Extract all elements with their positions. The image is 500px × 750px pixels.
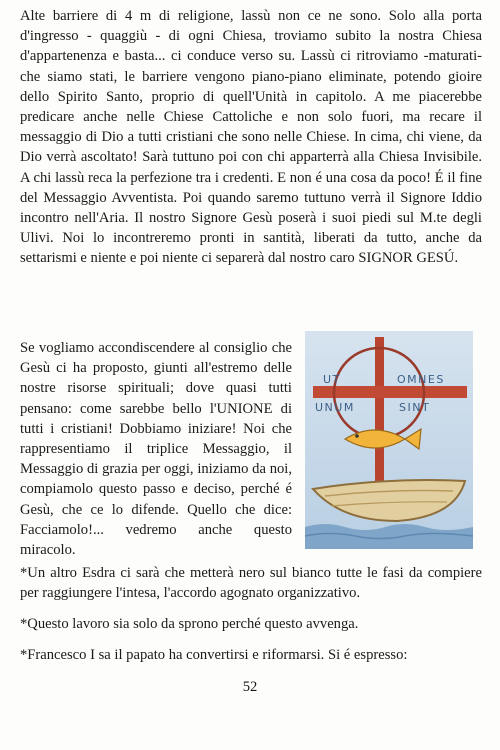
motto-ut-text: UT <box>323 373 341 386</box>
body-paragraph-2: Se vogliamo accondiscendere al consiglio che Gesù ci ha proposto, giunti all'estremo delle nostre risorse spirituali; dove quasi tutti pensano: come sarebbe bello l'UNIONE di tutti i cristiani! Dobbiamo iniziare! Noi che rappresentiamo il triplice Messaggio, il Messaggio di grazia per oggi, iniziamo da noi, compiamolo questo passo e deciso, perché é Gesù, che ce lo difende. Quello che dice: Facciamolo!... vedremo anche questo miracolo. <box>20 340 292 559</box>
footnote-1: *Un altro Esdra ci sarà che metterà nero sul bianco tutte le fasi da compiere per raggiungere l'intesa, l'accordo agognato organizzativo. <box>20 565 482 602</box>
ecumenical-boat-illustration <box>305 331 473 549</box>
boat-cross-icon <box>305 331 473 549</box>
motto-sint-text: SINT <box>399 401 431 414</box>
motto-omnes-text: OMNES <box>397 373 445 386</box>
footnote-3: *Francesco I sa il papato ha convertirsi e riformarsi. Si é espresso: <box>20 647 408 663</box>
footnote-2: *Questo lavoro sia solo da sprono perché questo avvenga. <box>20 616 359 632</box>
motto-unum-text: UNUM <box>315 401 355 414</box>
body-paragraph-1: Alte barriere di 4 m di religione, lassù non ce ne sono. Solo alla porta d'ingresso - quaggiù - di ogni Chiesa, troviamo subito la nostra Chiesa d'appartenenza e basta... ci conduce verso su. Lassù ci ritroviamo -maturati- che siamo stati, le barriere vengono piano-piano eliminate, potendo gioire dello Spirito Santo, proprio di quell'Unità in capitolo. A me piacerebbe predicare anche nelle Chiese Cattoliche e non solo fuori, ma recare il messaggio di Dio a tutti cristiani che sono nelle Chiese. In cima, chi viene, da Dio verrà ascoltato! Sarà tuttuno poi con chi apparterrà alla Chiesa Invisibile. A chi lassù reca la perfezione tra i credenti. E non é una cosa da poco! É il fine del Messaggio Avventista. Poi quando saremo tuttuno verrà il Signore Iddio incontro nell'Aria. Il nostro Signore Gesù poserà i suoi piedi sul M.te degli Ulivi. Noi lo incontreremo pronti in santità, liberati da tutto, anche da settarismi e niente e poi niente ci separerà dal nostro caro SIGNOR GESÚ. <box>20 8 482 267</box>
page-number: 52 <box>242 679 258 695</box>
